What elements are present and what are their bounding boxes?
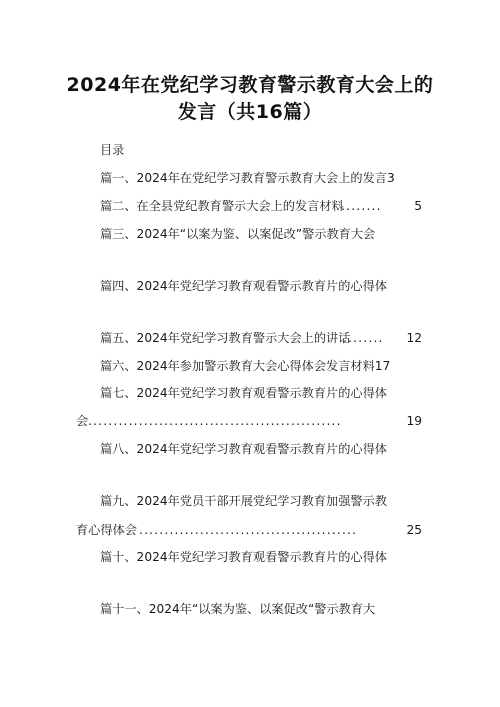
toc-entry-5-text: 篇五、2024年党纪学习教育警示大会上的讲话 (100, 331, 351, 345)
toc-entry-5-leader: ........ (343, 331, 384, 345)
toc-entry-9-page: 25 (406, 523, 422, 537)
toc-entry-1[interactable]: 篇一、2024年在党纪学习教育警示教育大会上的发言3 (100, 171, 395, 185)
toc-entry-6[interactable]: 篇六、2024年参加警示教育大会心得体会发言材料17 (100, 359, 391, 373)
toc-entry-9-line-1[interactable]: 篇九、2024年党员干部开展党纪学习教育加强警示教 (100, 494, 387, 508)
toc-entry-11[interactable]: 篇十一、2024年“以案为鉴、以案促改“警示教育大 (100, 602, 376, 616)
toc-entry-8[interactable]: 篇八、2024年党纪学习教育观看警示教育片的心得体 (100, 442, 387, 456)
toc-entry-9-line-2: 育心得体会 (76, 523, 137, 537)
toc-entry-7-page: 19 (406, 414, 422, 428)
toc-entry-2-leader: ......... (336, 199, 382, 213)
toc-entry-9-leader: ........................................... (139, 523, 358, 537)
toc-entry-10[interactable]: 篇十、2024年党纪学习教育观看警示教育片的心得体 (100, 550, 387, 564)
toc-entry-3[interactable]: 篇三、2024年“以案为鉴、以案促改”警示教育大会 (100, 227, 376, 241)
toc-entry-5-page: 12 (406, 331, 422, 345)
toc-entry-2-text: 篇二、在全县党纪教育警示大会上的发言材料 (100, 199, 344, 213)
toc-entry-7-line-1[interactable]: 篇七、2024年党纪学习教育观看警示教育片的心得体 (100, 386, 387, 400)
title-line-2: 发言（共16篇） (177, 101, 323, 123)
toc-entry-2-page: 5 (414, 199, 422, 213)
toc-entry-4[interactable]: 篇四、2024年党纪学习教育观看警示教育片的心得体 (100, 279, 387, 293)
toc-heading: 目录 (100, 143, 125, 157)
toc-entry-7-leader: .................................................. (88, 414, 342, 428)
toc-entry-7-line-2: 会 (76, 414, 89, 428)
title-line-1: 2024年在党纪学习教育警示教育大会上的 (66, 74, 434, 96)
